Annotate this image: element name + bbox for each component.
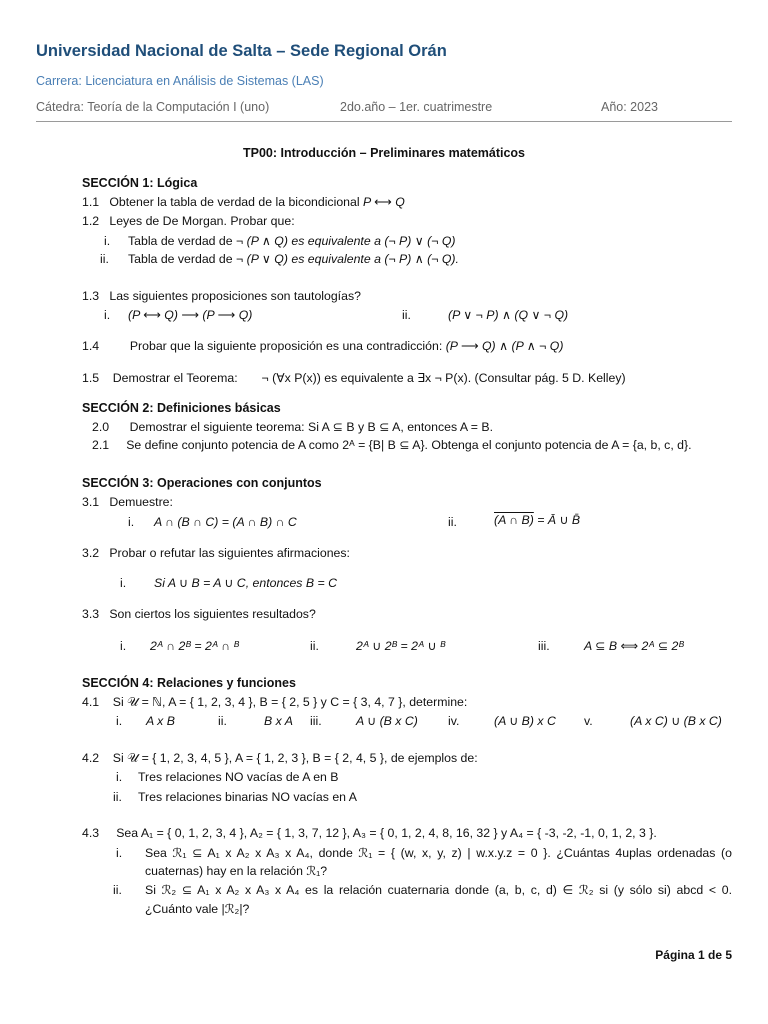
roman-iv: iv. (448, 714, 460, 728)
formula-1-3-i: (P ⟷ Q) ⟶ (P ⟶ Q) (128, 308, 253, 322)
header-divider (36, 121, 732, 122)
section-4-heading: SECCIÓN 4: Relaciones y funciones (82, 676, 296, 690)
item-4-2-ii: Tres relaciones binarias NO vacías en A (138, 790, 357, 804)
item-number: 4.2 (82, 751, 100, 765)
roman-i: i. (120, 639, 127, 653)
item-text: Las siguientes proposiciones son tautologías? (109, 289, 361, 303)
item-1-1 (82, 195, 405, 209)
formula-1-3-ii: (P ∨ ¬ P) ∧ (Q ∨ ¬ Q) (448, 308, 569, 322)
item-number: 4.1 (82, 695, 100, 709)
item-text: Demuestre: (109, 495, 173, 509)
item-number: 3.1 (82, 495, 100, 509)
formula: (P ⟶ Q) ∧ (P ∧ ¬ Q) (445, 339, 564, 353)
roman-i: i. (116, 770, 123, 784)
item-text: Si 𝒰 = ℕ, A = { 1, 2, 3, 4 }, B = { 2, 5 } y C = { 3, 4, 7 }, determine: (112, 695, 468, 709)
item-3-3 (82, 607, 316, 621)
section-3-heading: SECCIÓN 3: Operaciones con conjuntos (82, 476, 322, 490)
career-line: Carrera: Licenciatura en Análisis de Sistemas (LAS) (36, 74, 324, 88)
year-term: 2do.año – 1er. cuatrimestre (340, 100, 493, 114)
item-1-2-ii (128, 252, 459, 266)
item-2-0 (92, 420, 493, 434)
roman-ii: ii. (113, 883, 122, 897)
year-label: Año: 2023 (601, 100, 658, 114)
university-title: Universidad Nacional de Salta – Sede Regional Orán (36, 42, 447, 60)
roman-i: i. (116, 846, 123, 860)
item-4-3-ii-line2: ¿Cuánto vale |ℛ₂|? (145, 902, 250, 916)
item-number: 1.1 (82, 195, 100, 209)
formula-4-1-iii: A ∪ (B x C) (356, 714, 418, 728)
item-4-3-i-line2: cuaternas) hay en la relación ℛ₁? (145, 864, 328, 878)
chair-line: Cátedra: Teoría de la Computación I (uno) (36, 100, 270, 114)
item-text: Tabla de verdad de (128, 234, 233, 248)
item-number: 1.4 (82, 339, 100, 353)
formula-3-2-i: Si A ∪ B = A ∪ C, entonces B = C (154, 576, 337, 590)
item-1-2-i (128, 234, 456, 248)
formula-3-3-ii: 2ᴬ ∪ 2ᴮ = 2ᴬ ∪ ᴮ (356, 639, 446, 653)
item-number: 4.3 (82, 826, 100, 840)
item-text: Son ciertos los siguientes resultados? (109, 607, 316, 621)
item-2-1 (92, 438, 692, 452)
roman-i: i. (120, 576, 127, 590)
item-text: Probar o refutar las siguientes afirmaciones: (109, 546, 350, 560)
item-text: Se define conjunto potencia de A como 2ᴬ = {B| B ⊆ A}. Obtenga el conjunto potencia de A = {a, b, c, d}. (126, 438, 692, 452)
item-4-3-i-line1: Sea ℛ₁ ⊆ A₁ x A₂ x A₃ x A₄, donde ℛ₁ = { (w, x, y, z) | w.x.y.z = 0 }. ¿Cuántas 4uplas ordenadas (o (145, 846, 732, 860)
item-number: 3.2 (82, 546, 100, 560)
item-4-1 (82, 695, 467, 710)
item-text: Obtener la tabla de verdad de la bicondicional (109, 195, 360, 209)
formula-3-3-iii: A ⊆ B ⟺ 2ᴬ ⊆ 2ᴮ (584, 639, 684, 653)
item-text: Si 𝒰 = { 1, 2, 3, 4, 5 }, A = { 1, 2, 3 }, B = { 2, 4, 5 }, de ejemplos de: (112, 751, 478, 765)
roman-v: v. (584, 714, 593, 728)
item-4-3 (82, 826, 657, 840)
item-number: 2.0 (92, 420, 110, 434)
formula-3-3-i: 2ᴬ ∩ 2ᴮ = 2ᴬ ∩ ᴮ (150, 639, 240, 653)
item-3-1 (82, 495, 173, 509)
formula-overline: (A ∩ B) (494, 513, 534, 527)
item-text: Leyes de De Morgan. Probar que: (109, 214, 295, 228)
roman-ii: ii. (310, 639, 319, 653)
roman-iii: iii. (538, 639, 550, 653)
roman-ii: ii. (448, 515, 457, 529)
formula-rest: = Ā ∪ B̄ (533, 513, 581, 527)
roman-ii: ii. (113, 790, 122, 804)
item-1-3 (82, 289, 361, 303)
item-text: Demostrar el siguiente teorema: Si A ⊆ B y B ⊆ A, entonces A = B. (129, 420, 494, 434)
item-number: 1.5 (82, 371, 100, 385)
formula: ¬ (∀x P(x)) es equivalente a ∃x ¬ P(x). (Consultar pág. 5 D. Kelley) (261, 371, 626, 385)
item-text: Demostrar el Teorema: (112, 371, 238, 385)
item-number: 1.2 (82, 214, 100, 228)
formula: ¬ (P ∨ Q) es equivalente a (¬ P) ∧ (¬ Q). (236, 252, 459, 266)
roman-i: i. (128, 515, 135, 529)
page-number: Página 1 de 5 (655, 948, 732, 962)
roman-ii: ii. (100, 252, 109, 266)
item-number: 1.3 (82, 289, 100, 303)
formula-4-1-i: A x B (146, 714, 175, 728)
roman-iii: iii. (310, 714, 322, 728)
formula: P ⟷ Q (363, 195, 405, 209)
formula: ¬ (P ∧ Q) es equivalente a (¬ P) ∨ (¬ Q) (236, 234, 456, 248)
item-3-2 (82, 546, 350, 560)
roman-i: i. (104, 308, 111, 322)
item-1-4 (82, 339, 563, 353)
roman-ii: ii. (402, 308, 411, 322)
section-1-heading: SECCIÓN 1: Lógica (82, 176, 198, 190)
formula-4-1-v: (A x C) ∪ (B x C) (630, 714, 722, 728)
item-number: 2.1 (92, 438, 110, 452)
formula-4-1-ii: B x A (264, 714, 293, 728)
item-4-2 (82, 751, 478, 766)
item-4-2-i: Tres relaciones NO vacías de A en B (138, 770, 339, 784)
section-2-heading: SECCIÓN 2: Definiciones básicas (82, 401, 281, 415)
roman-i: i. (104, 234, 111, 248)
formula-3-1-i: A ∩ (B ∩ C) = (A ∩ B) ∩ C (154, 515, 297, 529)
item-text: Tabla de verdad de (128, 252, 233, 266)
formula-4-1-iv: (A ∪ B) x C (494, 714, 556, 728)
item-1-2 (82, 214, 295, 228)
item-text: Probar que la siguiente proposición es una contradicción: (129, 339, 443, 353)
formula-3-1-ii (494, 513, 580, 527)
item-number: 3.3 (82, 607, 100, 621)
roman-ii: ii. (218, 714, 227, 728)
item-1-5 (82, 371, 626, 385)
item-4-3-ii-line1: Si ℛ₂ ⊆ A₁ x A₂ x A₃ x A₄ es la relación cuaternaria donde (a, b, c, d) ∈ ℛ₂ si (y sólo si) abcd < 0. (145, 883, 732, 897)
roman-i: i. (116, 714, 123, 728)
document-title: TP00: Introducción – Preliminares matemáticos (242, 146, 526, 160)
item-text: Sea A₁ = { 0, 1, 2, 3, 4 }, A₂ = { 1, 3, 7, 12 }, A₃ = { 0, 1, 2, 4, 8, 16, 32 } y A₄ = { -3, -2, -1, 0, 1, 2, 3 }. (116, 826, 657, 840)
